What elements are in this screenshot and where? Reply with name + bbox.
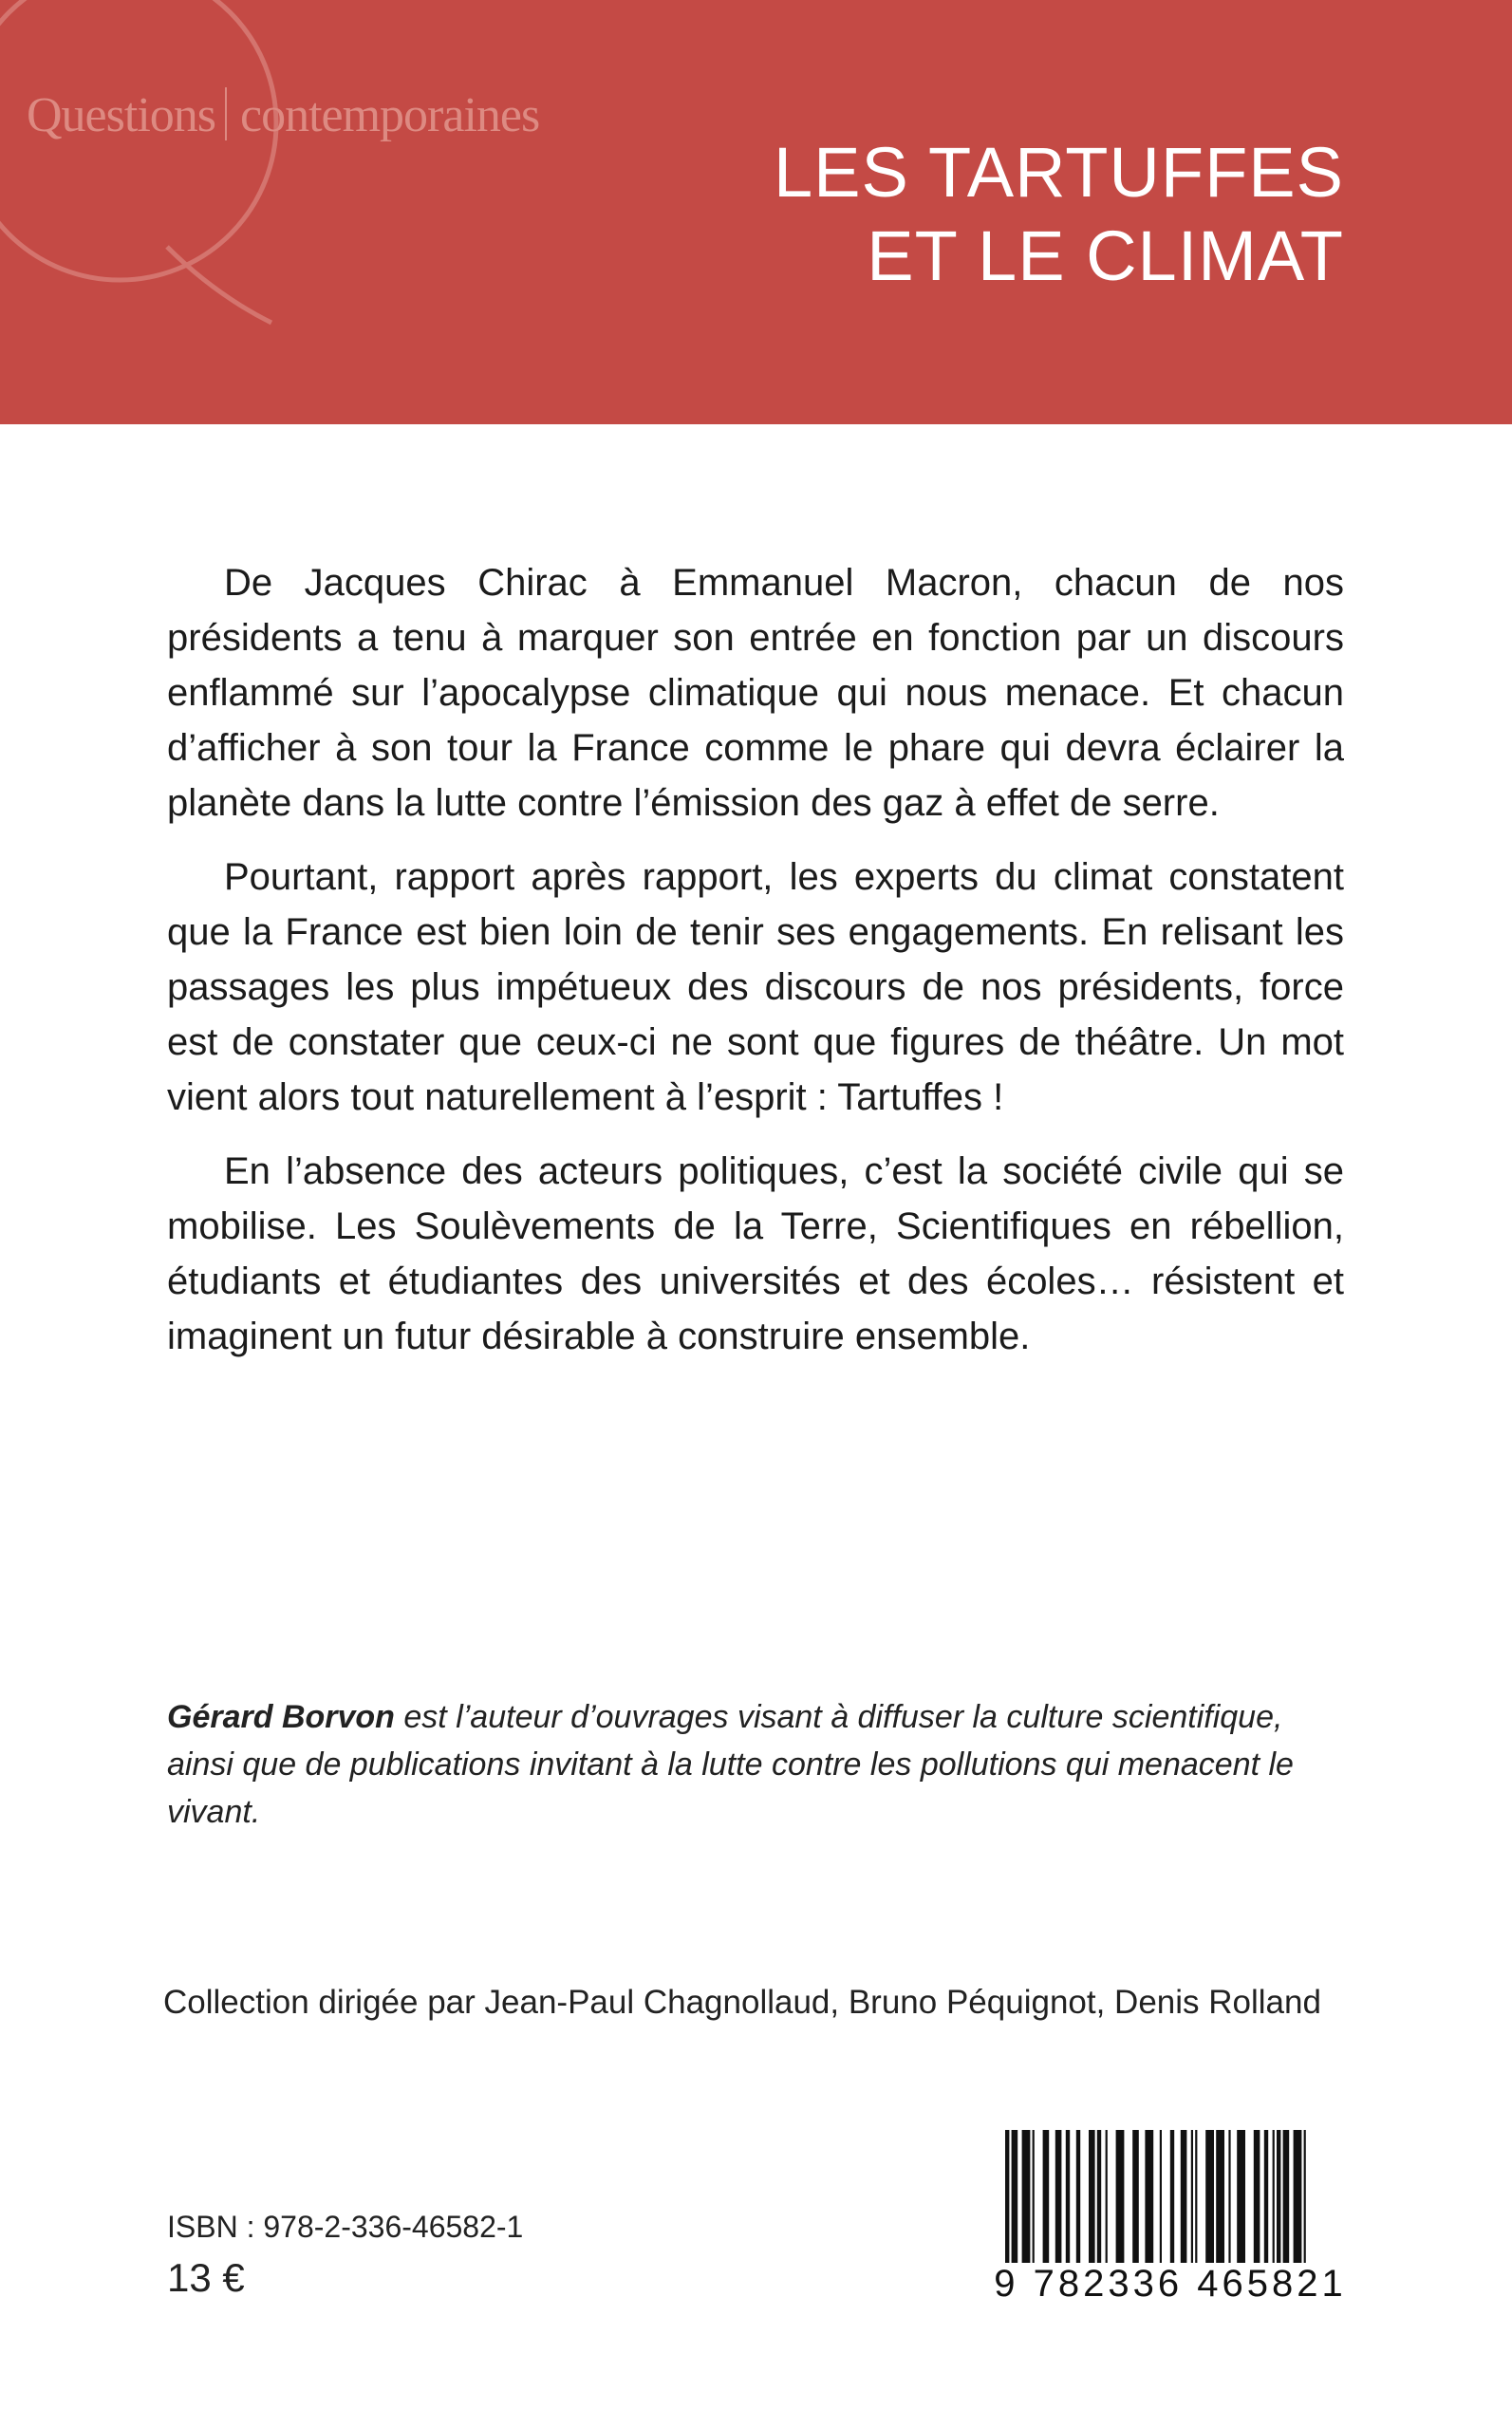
series-word-2: contemporaines	[240, 88, 540, 142]
series-word-1: Questions	[27, 88, 215, 142]
title-line-1: LES TARTUFFES	[773, 133, 1344, 212]
header-band	[0, 0, 1512, 424]
price: 13 €	[167, 2255, 245, 2300]
series-name	[27, 87, 539, 143]
author-bio-text: est l’auteur d’ouvrages visant à diffuser la culture scientifique, ainsi que de publications invitant à la lutte contre les pollutions qui menacent le vivant.	[167, 1699, 1294, 1830]
title-line-2: ET LE CLIMAT	[867, 216, 1344, 295]
blurb-paragraph-2: Pourtant, rapport après rapport, les experts du climat constatent que la France est bien loin de tenir ses engagements. En relisant les passages les plus impétueux des discours de nos présidents, force est de constater que ceux-ci ne sont que figures de théâtre. Un mot vient alors tout naturellement à l’esprit : Tartuffes !	[167, 856, 1344, 1118]
blurb-paragraph-1: De Jacques Chirac à Emmanuel Macron, chacun de nos présidents a tenu à marquer son entrée en fonction par un discours enflammé sur l’apocalypse climatique qui nous menace. Et chacun d’afficher à son tour la France comme le phare qui devra éclairer la planète dans la lutte contre l’émission des gaz à effet de serre.	[167, 562, 1344, 824]
collection-directors: Collection dirigée par Jean-Paul Chagnollaud, Bruno Péquignot, Denis Rolland	[163, 1984, 1321, 2021]
book-title	[774, 131, 1344, 298]
isbn: ISBN : 978-2-336-46582-1	[167, 2210, 524, 2244]
series-separator	[225, 87, 227, 140]
blurb	[167, 555, 1344, 1383]
blurb-paragraph-3: En l’absence des acteurs politiques, c’est la société civile qui se mobilise. Les Soulèvements de la Terre, Scientifiques en rébellion, étudiants et étudiantes des universités et des écoles… résistent et imaginent un futur désirable à construire ensemble.	[167, 1150, 1344, 1357]
series-q-logo	[0, 0, 300, 332]
author-name: Gérard Borvon	[167, 1699, 395, 1735]
barcode-digits: 9 782336 465821	[992, 2263, 1349, 2306]
author-bio	[167, 1693, 1344, 1836]
